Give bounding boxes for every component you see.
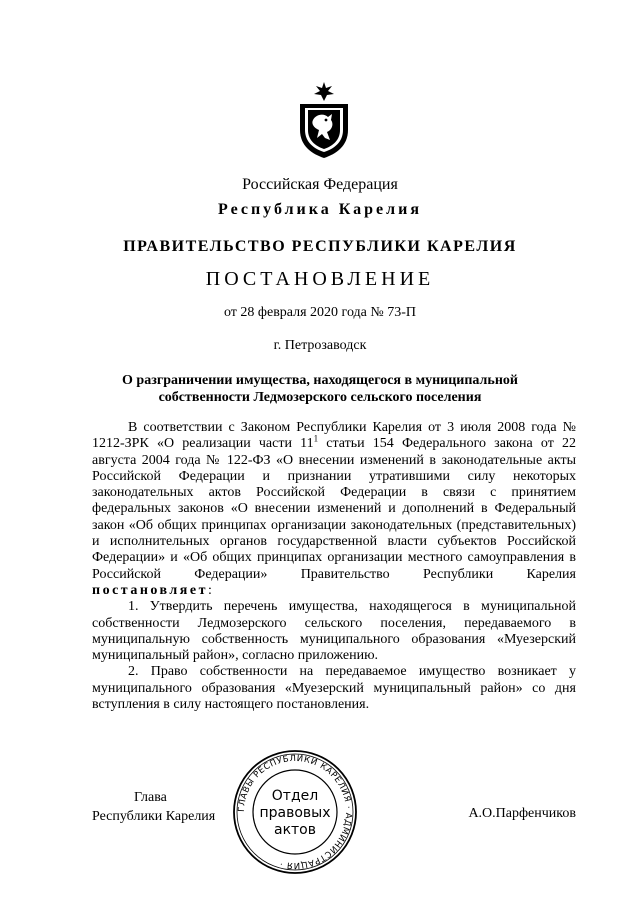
body-paragraph-1 bbox=[92, 420, 576, 599]
stamp-line-2: правовых bbox=[259, 805, 331, 821]
country-name: Российская Федерация bbox=[242, 176, 398, 193]
document-type: ПОСТАНОВЛЕНИЕ bbox=[205, 268, 435, 290]
p1-superscript: 1 bbox=[313, 433, 319, 444]
government-name: ПРАВИТЕЛЬСТВО РЕСПУБЛИКИ КАРЕЛИЯ bbox=[123, 238, 517, 255]
signature-name: А.О.Парфенчиков bbox=[468, 806, 576, 821]
document-city: г. Петрозаводск bbox=[273, 338, 367, 353]
title-line-1: О разграничении имущества, находящегося в муниципальной bbox=[122, 373, 518, 388]
document-title bbox=[0, 372, 640, 406]
p1-text-a: В соответствии с Законом Республики Карелия от 3 июля 2008 года № 1212-ЗРК «О реализации части 11 bbox=[92, 420, 576, 452]
body-paragraph-3: 2. Право собственности на передаваемое имущество возникает у муниципального образования «Муезерский муниципальный район» со дня вступления в силу настоящего постановления. bbox=[92, 664, 576, 713]
stamp-line-1: Отдел bbox=[271, 788, 319, 804]
signature-position-line-2: Республики Карелия bbox=[92, 809, 216, 824]
stamp-ring-text: ГЛАВЫ РЕСПУБЛИКИ КАРЕЛИЯ · АДМИНИСТРАЦИЯ · bbox=[236, 753, 354, 871]
p1-end: : bbox=[207, 582, 212, 598]
stamp-line-3: актов bbox=[273, 822, 317, 838]
body-paragraph-2: 1. Утвердить перечень имущества, находящегося в муниципальной собственности Ледмозерского сельского поселения, передаваемого в муниципальную собственность муниципального образования «Муезерский муниципальный район», согласно приложению. bbox=[92, 599, 576, 664]
signature-position-line-1: Глава bbox=[134, 790, 167, 805]
document-date: от 28 февраля 2020 года № 73-П bbox=[223, 305, 417, 320]
p1-resolves: постановляет bbox=[92, 582, 208, 598]
document-body bbox=[92, 420, 576, 713]
karelia-coat-of-arms-icon bbox=[296, 80, 352, 160]
title-line-2: собственности Ледмозерского сельского поселения bbox=[158, 390, 482, 405]
signature-position bbox=[92, 788, 215, 826]
official-stamp-icon bbox=[231, 748, 359, 876]
p1-text-b: статьи 154 Федерального закона от 22 августа 2004 года № 122-ФЗ «О внесении изменений в законодательные акты Российской Федерации и признании утратившими силу некоторых законодательных актов Российской Федерации в связи с принятием федеральных законов «О внесении изменений и дополнений в Федеральный закон «Об общих принципах организации законодательных (представительных) и исполнительных органов государственной власти субъектов Российской Федерации» и «Об общих принципах организации местного самоуправления в Российской Федерации» Правительство Республики Карелия bbox=[92, 436, 576, 582]
republic-name: Республика Карелия bbox=[218, 201, 422, 218]
